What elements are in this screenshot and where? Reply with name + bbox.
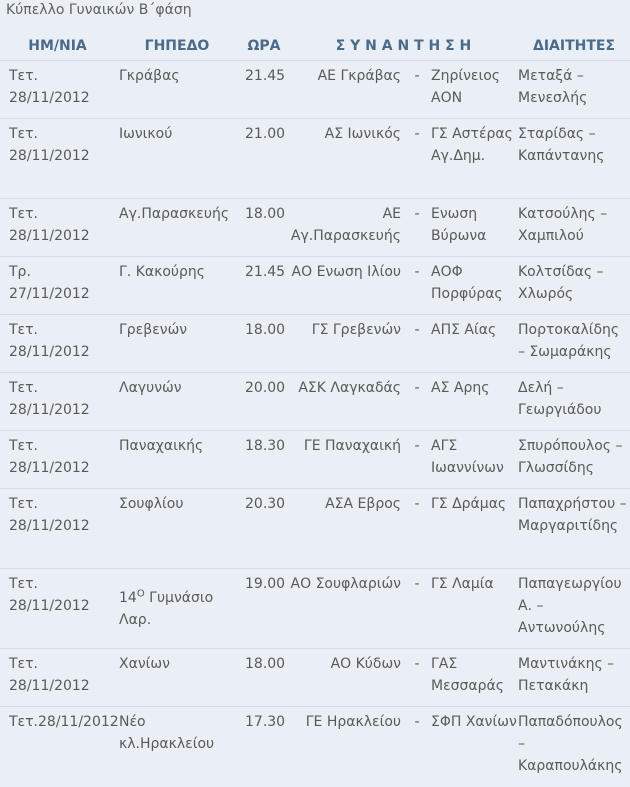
match-venue: Λαγυνών <box>115 373 239 431</box>
header-time: ΩΡΑ <box>247 38 281 54</box>
table-row <box>0 489 630 569</box>
home-team: ΑΣΑ Εβρος <box>289 489 403 569</box>
match-separator: - <box>403 569 431 649</box>
away-team: ΑΠΣ Αίας <box>431 315 518 373</box>
match-separator: - <box>403 119 431 199</box>
table-header-row <box>0 32 630 61</box>
match-referees: Παπαχρήστου – Μαργαριτίδης <box>518 489 630 569</box>
match-time: 20.30 <box>239 489 289 569</box>
home-team: ΑΟ Κύδων <box>289 649 403 707</box>
home-team: ΑΟ Σουφλαριών <box>289 569 403 649</box>
match-venue: Ιωνικού <box>115 119 239 199</box>
match-separator: - <box>403 257 431 315</box>
table-row <box>0 707 630 778</box>
header-date: ΗΜ/ΝΙΑ <box>28 38 87 54</box>
away-team: Ενωση Βύρωνα <box>431 199 518 257</box>
match-time: 18.00 <box>239 649 289 707</box>
match-venue: Χανίων <box>115 649 239 707</box>
match-referees: Σπυρόπουλος – Γλωσσίδης <box>518 431 630 489</box>
match-date: Τρ. 27/11/2012 <box>0 257 115 315</box>
match-referees: Σταρίδας – Καπάντανης <box>518 119 630 199</box>
table-row <box>0 199 630 257</box>
away-team: ΑΓΣ Ιωαννίνων <box>431 431 518 489</box>
match-time: 18.00 <box>239 199 289 257</box>
match-separator: - <box>403 199 431 257</box>
venue-superscript: Ο <box>136 588 145 600</box>
match-date: Τετ. 28/11/2012 <box>0 569 115 649</box>
match-time: 18.00 <box>239 315 289 373</box>
match-venue: Αγ.Παρασκευής <box>115 199 239 257</box>
match-date: Τετ. 28/11/2012 <box>0 431 115 489</box>
table-row <box>0 61 630 119</box>
away-team: ΓΣ Λαμία <box>431 569 518 649</box>
match-time: 20.00 <box>239 373 289 431</box>
match-referees: Κολτσίδας – Χλωρός <box>518 257 630 315</box>
home-team: ΓΕ Ηρακλείου <box>289 707 403 778</box>
match-venue: Παναχαικής <box>115 431 239 489</box>
match-separator: - <box>403 431 431 489</box>
away-team: ΑΟΦ Πορφύρας <box>431 257 518 315</box>
match-date: Τετ. 28/11/2012 <box>0 119 115 199</box>
away-team: ΓΣ Αστέρας Αγ.Δημ. <box>431 119 518 199</box>
match-referees: Μαντινάκης – Πετακάκη <box>518 649 630 707</box>
home-team: ΑΕ Αγ.Παρασκευής <box>289 199 403 257</box>
page-title: Κύπελλο Γυναικών Β΄φάση <box>6 2 192 18</box>
match-date: Τετ. 28/11/2012 <box>0 489 115 569</box>
match-separator: - <box>403 489 431 569</box>
match-separator: - <box>403 373 431 431</box>
table-row <box>0 431 630 489</box>
table-row <box>0 257 630 315</box>
match-date: Τετ. 28/11/2012 <box>0 373 115 431</box>
away-team: ΣΦΠ Χανίων <box>431 707 518 778</box>
match-venue: Νέο κλ.Ηρακλείου <box>115 707 239 778</box>
match-time: 21.45 <box>239 257 289 315</box>
match-separator: - <box>403 707 431 778</box>
match-separator: - <box>403 649 431 707</box>
match-referees: Δελή – Γεωργιάδου <box>518 373 630 431</box>
venue-number: 14 <box>119 590 137 606</box>
match-date: Τετ.28/11/2012 <box>0 707 115 778</box>
away-team: Ζηρίνειος ΑΟΝ <box>431 61 518 119</box>
match-venue: Γ. Κακούρης <box>115 257 239 315</box>
match-time: 18.30 <box>239 431 289 489</box>
match-venue: Γρεβενών <box>115 315 239 373</box>
header-referees: ΔΙΑΙΤΗΤΕΣ <box>532 38 616 54</box>
match-referees: Παπαγεωργίου Α. – Αντωνούλης <box>518 569 630 649</box>
match-referees: Κατσούλης – Χαμπιλού <box>518 199 630 257</box>
home-team: ΑΣ Ιωνικός <box>289 119 403 199</box>
header-venue: ΓΗΠΕΔΟ <box>144 38 210 54</box>
match-separator: - <box>403 315 431 373</box>
home-team: ΓΣ Γρεβενών <box>289 315 403 373</box>
away-team: ΓΑΣ Μεσσαράς <box>431 649 518 707</box>
match-referees: Πορτοκαλίδης – Σωμαράκης <box>518 315 630 373</box>
match-venue <box>115 569 239 649</box>
table-row <box>0 649 630 707</box>
table-row <box>0 315 630 373</box>
match-time: 21.00 <box>239 119 289 199</box>
matches-table <box>0 32 630 777</box>
match-time: 21.45 <box>239 61 289 119</box>
match-date: Τετ. 28/11/2012 <box>0 61 115 119</box>
match-venue: Γκράβας <box>115 61 239 119</box>
match-date: Τετ. 28/11/2012 <box>0 199 115 257</box>
table-row <box>0 119 630 199</box>
table-row <box>0 569 630 649</box>
header-match: Σ Υ Ν Α Ν Τ Η Σ Η <box>335 38 472 54</box>
match-referees: Παπαδόπουλος – Καραπουλάκης <box>518 707 630 778</box>
match-separator: - <box>403 61 431 119</box>
match-time: 17.30 <box>239 707 289 778</box>
home-team: ΑΟ Ενωση Ιλίου <box>289 257 403 315</box>
away-team: ΑΣ Αρης <box>431 373 518 431</box>
match-time: 19.00 <box>239 569 289 649</box>
table-row <box>0 373 630 431</box>
venue-name: Γυμνάσιο Λαρ. <box>119 590 214 628</box>
match-referees: Μεταξά – Μενεσλής <box>518 61 630 119</box>
home-team: ΓΕ Παναχαική <box>289 431 403 489</box>
match-date: Τετ. 28/11/2012 <box>0 649 115 707</box>
match-venue: Σουφλίου <box>115 489 239 569</box>
home-team: ΑΣΚ Λαγκαδάς <box>289 373 403 431</box>
home-team: ΑΕ Γκράβας <box>289 61 403 119</box>
away-team: ΓΣ Δράμας <box>431 489 518 569</box>
match-date: Τετ. 28/11/2012 <box>0 315 115 373</box>
